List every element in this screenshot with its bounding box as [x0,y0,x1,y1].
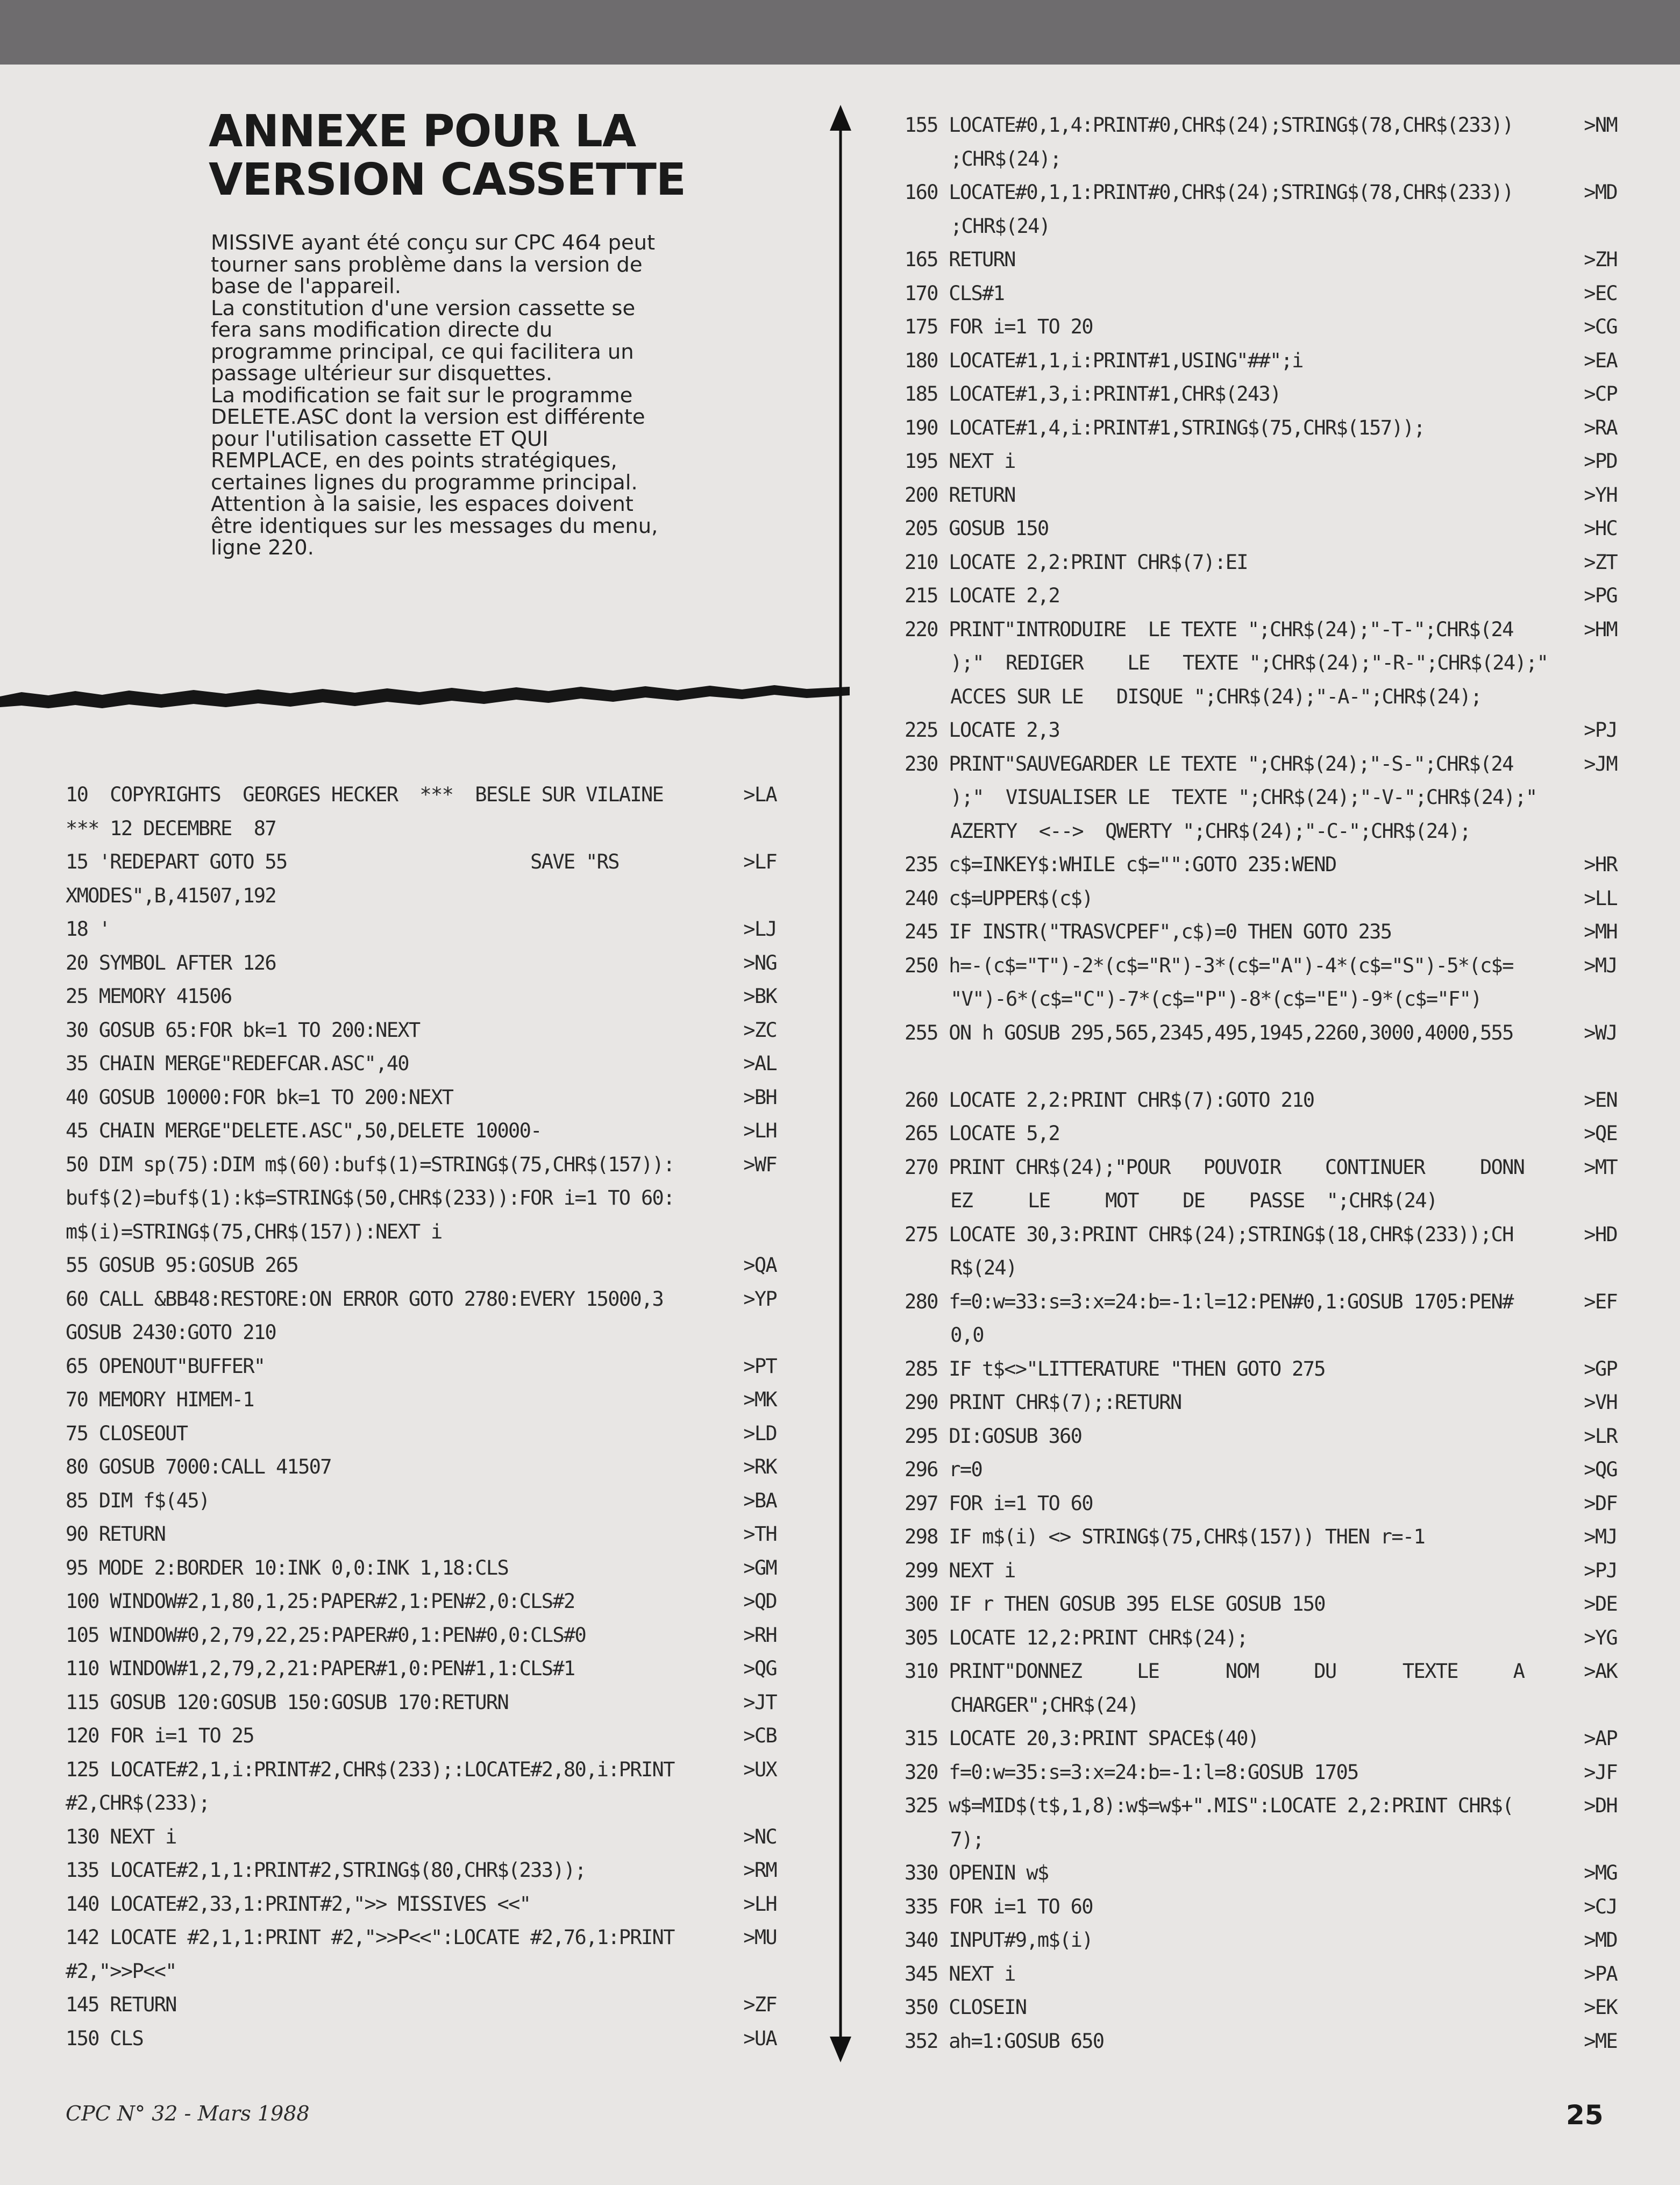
code-line [905,1655,1617,1722]
code-text: 145 RETURN [66,1993,176,2016]
code-line [905,1554,1617,1588]
code-line [905,479,1617,513]
checksum-label: >LL [1584,886,1617,910]
code-line [905,949,1617,1016]
checksum-label: >MG [1584,1861,1617,1884]
top-band [0,0,1680,65]
code-text: 60 CALL &BB48:RESTORE:ON ERROR GOTO 2780:EVERY 15000,3 GOSUB 2430:GOTO 210 [66,1287,664,1344]
checksum-label: >LF [743,850,777,873]
code-line [66,1686,777,1720]
checksum-label: >PJ [1584,1558,1617,1582]
checksum-label: >JF [1584,1760,1617,1784]
code-line [905,1453,1617,1487]
code-line [66,1249,777,1283]
code-line [905,310,1617,344]
code-line [905,411,1617,445]
code-line [905,1856,1617,1890]
code-line [905,1789,1617,1856]
code-line [66,1619,777,1653]
checksum-label: >JT [743,1690,777,1714]
checksum-label: >LH [743,1119,777,1142]
checksum-label: >PA [1584,1962,1617,1985]
code-text: 115 GOSUB 120:GOSUB 150:GOSUB 170:RETURN [66,1690,509,1714]
checksum-label: >HR [1584,853,1617,876]
code-text: 110 WINDOW#1,2,79,2,21:PAPER#1,0:PEN#1,1:CLS#1 [66,1657,575,1680]
code-line [66,913,777,946]
code-line [66,1014,777,1048]
checksum-label: >LD [743,1421,777,1445]
checksum-label: >MD [1584,181,1617,204]
code-text: 200 RETURN [905,483,1015,507]
checksum-label: >PD [1584,450,1617,473]
code-text: 290 PRINT CHR$(7);:RETURN [905,1391,1181,1414]
code-text: 70 MEMORY HIMEM-1 [66,1388,254,1411]
code-text: 15 'REDEPART GOTO 55 SAVE "RS XMODES",B,41507,192 [66,850,619,907]
code-line [66,1383,777,1417]
code-text: 345 NEXT i [905,1962,1015,1985]
checksum-label: >UA [743,2026,777,2050]
code-text: 298 IF m$(i) <> STRING$(75,CHR$(157)) THEN r=-1 [905,1525,1425,1548]
code-line [905,1285,1617,1353]
checksum-label: >AL [743,1052,777,1075]
code-text: 270 PRINT CHR$(24);"POUR POUVOIR CONTINUER DONN EZ LE MOT DE PASSE ";CHR$(24) [905,1155,1525,1212]
code-line [905,613,1617,714]
checksum-label: >PJ [1584,718,1617,742]
checksum-label: >MD [1584,1928,1617,1952]
code-text: 105 WINDOW#0,2,79,22,25:PAPER#0,1:PEN#0,0:CLS#0 [66,1623,586,1647]
code-text: 25 MEMORY 41506 [66,985,232,1008]
code-line [905,1991,1617,2025]
code-line [66,946,777,980]
code-line [66,1753,777,1820]
title-line-2: VERSION CASSETTE [209,154,686,205]
code-text: 10 COPYRIGHTS GEORGES HECKER *** BESLE SUR VILAINE *** 12 DECEMBRE 87 [66,783,664,840]
code-text: 130 NEXT i [66,1825,176,1848]
code-line [905,1420,1617,1454]
code-text: 225 LOCATE 2,3 [905,718,1060,742]
code-text: 215 LOCATE 2,2 [905,584,1060,607]
code-line [905,1756,1617,1790]
checksum-label: >MH [1584,920,1617,943]
code-text: 300 IF r THEN GOSUB 395 ELSE GOSUB 150 [905,1592,1325,1615]
code-text: 170 CLS#1 [905,281,1005,305]
checksum-label: >RK [743,1455,777,1478]
checksum-label: >MU [743,1926,777,1949]
checksum-label: >EK [1584,1996,1617,2019]
code-text: 320 f=0:w=35:s=3:x=24:b=-1:l=8:GOSUB 1705 [905,1760,1358,1784]
title-line-1: ANNEXE POUR LA [209,106,636,157]
checksum-label: >PT [743,1354,777,1378]
listing-right-column [905,109,1617,2058]
checksum-label: >DE [1584,1592,1617,1615]
checksum-label: >ZC [743,1018,777,1042]
code-line [905,1958,1617,1991]
code-text: 175 FOR i=1 TO 20 [905,315,1093,338]
publication-footer: CPC N° 32 - Mars 1988 [66,2102,310,2125]
code-text: 330 OPENIN w$ [905,1861,1049,1884]
code-text: 65 OPENOUT"BUFFER" [66,1354,265,1378]
checksum-label: >ZF [743,1993,777,2016]
code-line [905,1520,1617,1554]
checksum-label: >BK [743,985,777,1008]
checksum-label: >HC [1584,517,1617,540]
checksum-label: >CJ [1584,1895,1617,1918]
checksum-label: >LA [743,783,777,806]
checksum-label: >LH [743,1892,777,1916]
checksum-label: >RM [743,1859,777,1882]
checksum-label: >NG [743,951,777,974]
checksum-label: >NM [1584,113,1617,137]
checksum-label: >UX [743,1757,777,1781]
code-line [66,980,777,1014]
code-text: 245 IF INSTR("TRASVCPEF",c$)=0 THEN GOTO 235 [905,920,1392,943]
code-line [905,344,1617,378]
checksum-label: >EC [1584,281,1617,305]
code-line [905,882,1617,916]
code-text: 142 LOCATE #2,1,1:PRINT #2,">>P<<":LOCATE #2,76,1:PRINT #2,">>P<<" [66,1926,674,1983]
checksum-label: >MT [1584,1155,1617,1179]
checksum-label: >ZT [1584,550,1617,574]
code-line [905,714,1617,748]
code-text: 180 LOCATE#1,1,i:PRINT#1,USING"##";i [905,348,1303,372]
checksum-label: >GM [743,1556,777,1579]
code-line [905,1386,1617,1420]
code-text: 140 LOCATE#2,33,1:PRINT#2,">> MISSIVES <<" [66,1892,531,1916]
code-text: 165 RETURN [905,248,1015,271]
code-text: 280 f=0:w=33:s=3:x=24:b=-1:l=12:PEN#0,1:GOSUB 1705:PEN# 0,0 [905,1290,1513,1347]
code-text: 90 RETURN [66,1522,166,1546]
intro-paragraph: La modification se fait sur le programme DELETE.ASC dont la version est différente pour l'utilisation cassette ET QUI REMPLACE, en des points stratégiques, certaines lignes du programme principal. [211,383,645,495]
code-line [905,1924,1617,1958]
intro-paragraph: La constitution d'une version cassette se fera sans modification directe du programme principal, ce qui facilitera un passage ultérieur sur disquettes. [211,296,636,386]
code-line [66,1652,777,1686]
code-line [66,1283,777,1350]
checksum-label: >QA [743,1254,777,1277]
code-line [66,1854,777,1888]
code-text: 125 LOCATE#2,1,i:PRINT#2,CHR$(233);:LOCATE#2,80,i:PRINT #2,CHR$(233); [66,1757,674,1814]
code-text: 195 NEXT i [905,450,1015,473]
code-text: 120 FOR i=1 TO 25 [66,1724,254,1747]
checksum-label: >LJ [743,917,777,941]
code-text: 185 LOCATE#1,3,i:PRINT#1,CHR$(243) [905,382,1281,405]
code-line [905,579,1617,613]
code-line [66,1148,777,1249]
checksum-label: >GP [1584,1357,1617,1380]
code-text: 100 WINDOW#2,1,80,1,25:PAPER#2,1:PEN#2,0:CLS#2 [66,1590,575,1613]
code-text: 310 PRINT"DONNEZ LE NOM DU TEXTE A CHARGER";CHR$(24) [905,1660,1525,1717]
code-text: 255 ON h GOSUB 295,565,2345,495,1945,2260,3000,4000,555 [905,1021,1513,1044]
code-text: 220 PRINT"INTRODUIRE LE TEXTE ";CHR$(24);"-T-";CHR$(24 );" REDIGER LE TEXTE ";CHR$(24);"-R-";CHR$(24);" ACCES SUR LE DISQUE ";CHR$(24);"-A-";CHR$(24); [905,617,1548,708]
code-text: 80 GOSUB 7000:CALL 41507 [66,1455,331,1478]
code-text: 85 DIM f$(45) [66,1489,210,1512]
code-text: 260 LOCATE 2,2:PRINT CHR$(7):GOTO 210 [905,1088,1314,1112]
checksum-label: >MJ [1584,1525,1617,1548]
checksum-label: >CB [743,1724,777,1747]
code-line [905,378,1617,411]
code-text: 352 ah=1:GOSUB 650 [905,2029,1104,2053]
intro-paragraph: MISSIVE ayant été conçu sur CPC 464 peut tourner sans problème dans la version de base de l'appareil. [211,231,656,298]
checksum-label: >DF [1584,1491,1617,1515]
code-line [905,445,1617,479]
checksum-label: >MJ [1584,953,1617,977]
checksum-label: >JM [1584,752,1617,775]
code-line [905,1151,1617,1218]
code-text: 75 CLOSEOUT [66,1421,188,1445]
code-line [905,546,1617,580]
code-line [66,1719,777,1753]
code-line [905,176,1617,243]
code-line [905,848,1617,882]
checksum-label: >EN [1584,1088,1617,1112]
code-line [905,1588,1617,1621]
code-text: 265 LOCATE 5,2 [905,1122,1060,1145]
code-text: 296 r=0 [905,1458,983,1481]
code-line [66,1484,777,1518]
checksum-label: >WF [743,1152,777,1176]
code-line [66,1114,777,1148]
code-text: 340 INPUT#9,m$(i) [905,1928,1093,1952]
checksum-label: >CP [1584,382,1617,405]
code-line [66,1450,777,1484]
code-line [905,512,1617,546]
checksum-label: >HD [1584,1222,1617,1246]
checksum-label: >YG [1584,1626,1617,1649]
code-line [905,109,1617,176]
intro-paragraph: Attention à la saisie, les espaces doivent être identiques sur les messages du menu, ligne 220. [211,492,658,560]
code-text: 95 MODE 2:BORDER 10:INK 0,0:INK 1,18:CLS [66,1556,509,1579]
code-text: 205 GOSUB 150 [905,517,1049,540]
code-text: 275 LOCATE 30,3:PRINT CHR$(24);STRING$(18,CHR$(233));CH R$(24) [905,1222,1513,1279]
code-line [905,243,1617,277]
code-text: 299 NEXT i [905,1558,1015,1582]
code-text: 295 DI:GOSUB 360 [905,1424,1082,1448]
code-line [905,1117,1617,1151]
code-text: 335 FOR i=1 TO 60 [905,1895,1093,1918]
code-line [905,2025,1617,2059]
checksum-label: >QD [743,1590,777,1613]
code-line [905,1353,1617,1386]
code-line [66,1820,777,1854]
code-line [66,1585,777,1619]
checksum-label: >EA [1584,348,1617,372]
checksum-label: >HM [1584,617,1617,641]
checksum-label: >RA [1584,416,1617,439]
checksum-label: >MK [743,1388,777,1411]
checksum-label: >RH [743,1623,777,1647]
code-text: 135 LOCATE#2,1,1:PRINT#2,STRING$(80,CHR$(233)); [66,1859,586,1882]
checksum-label: >EF [1584,1290,1617,1313]
checksum-label: >AK [1584,1660,1617,1683]
code-line [905,1487,1617,1521]
code-text: 20 SYMBOL AFTER 126 [66,951,276,974]
code-text: 325 w$=MID$(t$,1,8):w$=w$+".MIS":LOCATE 2,2:PRINT CHR$( 7); [905,1794,1513,1851]
checksum-label: >PG [1584,584,1617,607]
code-line [66,1921,777,1988]
checksum-label: >CG [1584,315,1617,338]
code-line [66,1047,777,1081]
code-line [66,778,777,845]
torn-divider [0,680,850,713]
code-text: 315 LOCATE 20,3:PRINT SPACE$(40) [905,1727,1259,1750]
code-text: 230 PRINT"SAUVEGARDER LE TEXTE ";CHR$(24);"-S-";CHR$(24 );" VISUALISER LE TEXTE ";CHR$(24);"-V-";CHR$(24);" AZERTY <--> QWERTY ";CHR$(24);"-C-";CHR$(24); [905,752,1537,843]
code-line [66,1417,777,1451]
checksum-label: >ZH [1584,248,1617,271]
checksum-label: >QE [1584,1122,1617,1145]
checksum-label: >QG [1584,1458,1617,1481]
code-line [66,1888,777,1921]
checksum-label: >BH [743,1085,777,1109]
code-text: 240 c$=UPPER$(c$) [905,886,1093,910]
checksum-label: >LR [1584,1424,1617,1448]
code-text: 35 CHAIN MERGE"REDEFCAR.ASC",40 [66,1052,409,1075]
checksum-label: >NC [743,1825,777,1848]
page-number: 25 [1566,2099,1604,2131]
double-arrow-divider [827,105,854,2062]
code-text: 285 IF t$<>"LITTERATURE "THEN GOTO 275 [905,1357,1325,1380]
checksum-label: >WJ [1584,1021,1617,1044]
code-line [905,277,1617,311]
code-text: 50 DIM sp(75):DIM m$(60):buf$(1)=STRING$(75,CHR$(157)): buf$(2)=buf$(1):k$=STRING$(50,CHR$(233)):FOR i=1 TO 60: m$(i)=STRING$(75,CHR$(157)):NEXT i [66,1152,674,1243]
checksum-label: >BA [743,1489,777,1512]
checksum-label: >DH [1584,1794,1617,1817]
code-text: 250 h=-(c$="T")-2*(c$="R")-3*(c$="A")-4*(c$="S")-5*(c$= "V")-6*(c$="C")-7*(c$="P")-8*(c$="E")-9*(c$="F") [905,953,1513,1010]
checksum-label: >AP [1584,1727,1617,1750]
checksum-label: >ME [1584,2029,1617,2053]
code-line [66,1551,777,1585]
code-text: 190 LOCATE#1,4,i:PRINT#1,STRING$(75,CHR$(157)); [905,416,1425,439]
code-text: 30 GOSUB 65:FOR bk=1 TO 200:NEXT [66,1018,420,1042]
code-text: 150 CLS [66,2026,144,2050]
code-text: 350 CLOSEIN [905,1996,1027,2019]
checksum-label: >TH [743,1522,777,1546]
code-text: 297 FOR i=1 TO 60 [905,1491,1093,1515]
intro-text [211,232,663,559]
checksum-label: >QG [743,1657,777,1680]
checksum-label: >YH [1584,483,1617,507]
code-text: 210 LOCATE 2,2:PRINT CHR$(7):EI [905,550,1248,574]
code-line [905,1722,1617,1756]
listing-left-column [66,778,777,2055]
code-line [905,915,1617,949]
code-line [66,2022,777,2056]
code-line [905,1016,1617,1084]
page-title [209,108,693,204]
code-line [905,1621,1617,1655]
code-line [66,1518,777,1551]
checksum-label: >YP [743,1287,777,1311]
checksum-label: >VH [1584,1391,1617,1414]
code-line [66,1081,777,1115]
code-text: 45 CHAIN MERGE"DELETE.ASC",50,DELETE 10000- [66,1119,542,1142]
code-text: 235 c$=INKEY$:WHILE c$="":GOTO 235:WEND [905,853,1336,876]
code-line [905,748,1617,849]
code-text: 305 LOCATE 12,2:PRINT CHR$(24); [905,1626,1248,1649]
code-text: 160 LOCATE#0,1,1:PRINT#0,CHR$(24);STRING$(78,CHR$(233)) ;CHR$(24) [905,181,1513,238]
code-text: 18 ' [66,917,110,941]
code-text: 40 GOSUB 10000:FOR bk=1 TO 200:NEXT [66,1085,453,1109]
code-text: 155 LOCATE#0,1,4:PRINT#0,CHR$(24);STRING$(78,CHR$(233)) ;CHR$(24); [905,113,1513,170]
code-line [905,1890,1617,1924]
code-line [905,1084,1617,1118]
code-line [66,1350,777,1384]
code-line [905,1218,1617,1285]
code-line [66,845,777,913]
code-text: 55 GOSUB 95:GOSUB 265 [66,1254,298,1277]
code-line [66,1988,777,2022]
